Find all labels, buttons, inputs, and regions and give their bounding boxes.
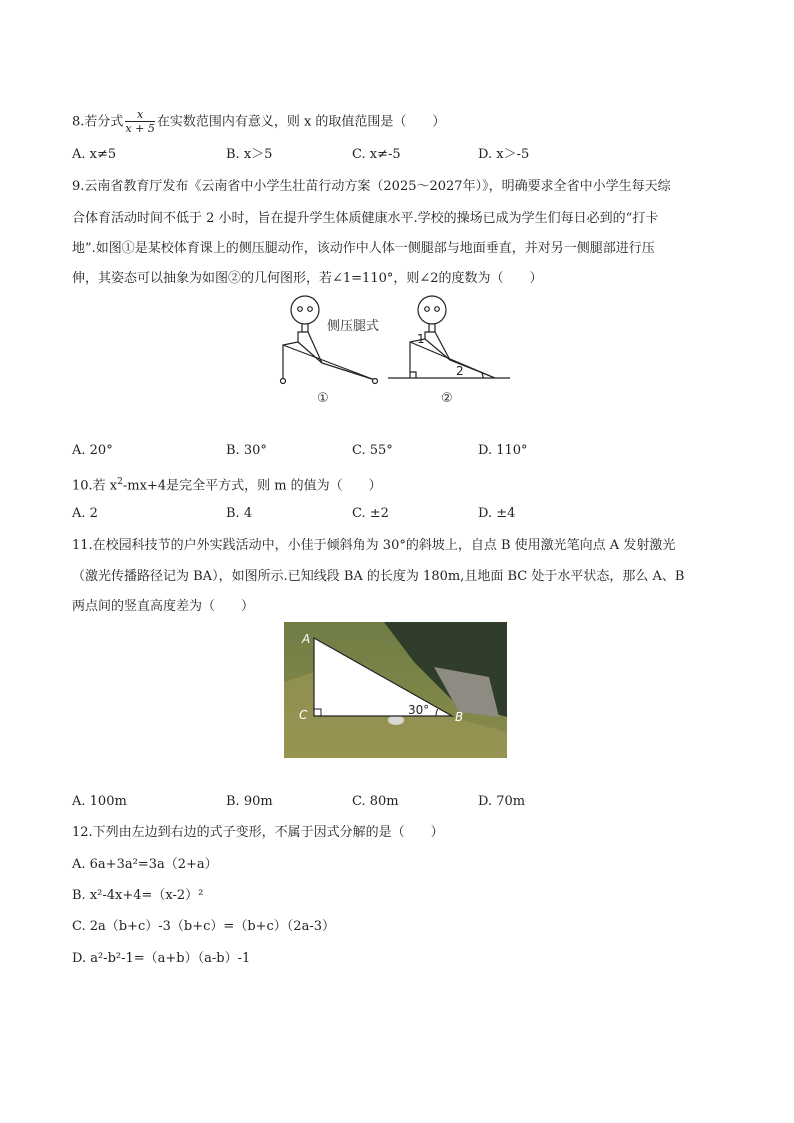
q12-option-d: D. a²-b²-1=（a+b）（a-b）-1 xyxy=(72,951,251,966)
q10-exponent: 2 xyxy=(117,477,123,487)
figure-label-2: ② xyxy=(441,391,453,406)
point-b-label: B xyxy=(455,710,464,724)
q10-option-c: C. ±2 xyxy=(352,506,389,521)
q10-prefix: 10.若 x xyxy=(72,478,118,494)
q11-line-3: 两点间的竖直高度差为（ ） xyxy=(72,599,255,614)
q9-line-1: 9.云南省教育厅发布《云南省中小学生壮苗行动方案（2025～2027年）》，明确要求全省中小学生每天综 xyxy=(72,179,671,194)
q9-line-2: 合体育活动时间不低于 2 小时，旨在提升学生体质健康水平.学校的操场已成为学生们每日必到的“打卡 xyxy=(72,211,659,226)
q8-fraction-numerator: x xyxy=(125,108,154,122)
q9-option-a: A. 20° xyxy=(72,443,113,458)
question-8-stem xyxy=(72,108,445,136)
q8-fraction-denominator: x + 5 xyxy=(125,122,155,135)
q12-option-a: A. 6a+3a²=3a（2+a） xyxy=(72,857,218,872)
q8-prefix: 8.若分式 xyxy=(72,114,124,130)
angle-1-label: 1 xyxy=(417,332,425,346)
q9-option-d: D. 110° xyxy=(478,443,528,458)
q8-option-d: D. x＞-5 xyxy=(478,147,530,162)
q8-option-b: B. x＞5 xyxy=(226,147,273,162)
q10-option-b: B. 4 xyxy=(226,506,253,521)
q9-option-b: B. 30° xyxy=(226,443,267,458)
q10-option-a: A. 2 xyxy=(72,506,98,521)
q9-line-3: 地”.如图①是某校体育课上的侧压腿动作，该动作中人体一侧腿部与地面垂直，并对另一侧腿部进行压 xyxy=(72,241,655,256)
q9-line-4: 伸，其姿态可以抽象为如图②的几何图形，若∠1=110°，则∠2的度数为（ ） xyxy=(72,271,543,286)
q11-option-a: A. 100m xyxy=(72,794,127,809)
q8-suffix: 在实数范围内有意义，则 x 的取值范围是（ ） xyxy=(156,114,446,130)
q8-option-c: C. x≠-5 xyxy=(352,147,401,162)
q11-line-2: （激光传播路径记为 BA），如图所示.已知线段 BA 的长度为 180m,且地面 BC 处于水平状态，那么 A、B xyxy=(72,569,685,584)
q10-option-d: D. ±4 xyxy=(478,506,516,521)
point-c-label: C xyxy=(299,708,308,722)
figure-caption-side-leg-press: 侧压腿式 xyxy=(327,319,380,334)
q11-option-b: B. 90m xyxy=(226,794,273,809)
q11-option-d: D. 70m xyxy=(478,794,526,809)
q9-figure xyxy=(270,290,520,415)
q10-suffix: -mx+4是完全平方式，则 m 的值为（ ） xyxy=(122,478,382,494)
figure-2-geometry xyxy=(388,296,510,378)
q9-option-c: C. 55° xyxy=(352,443,393,458)
figure-label-1: ① xyxy=(317,391,329,406)
question-10-stem xyxy=(72,473,382,495)
angle-2-label: 2 xyxy=(456,364,464,378)
angle-30-label: 30° xyxy=(408,703,430,717)
q8-option-a: A. x≠5 xyxy=(72,147,117,162)
figure-1-stick-person xyxy=(281,296,378,384)
q11-option-c: C. 80m xyxy=(352,794,399,809)
q12-option-c: C. 2a（b+c）-3（b+c）=（b+c）（2a-3） xyxy=(72,919,335,934)
q11-line-1: 11.在校园科技节的户外实践活动中，小佳于倾斜角为 30°的斜坡上，自点 B 使用激光笔向点 A 发射激光 xyxy=(72,538,676,553)
question-12-stem: 12.下列由左边到右边的式子变形，不属于因式分解的是（ ） xyxy=(72,825,444,840)
point-a-label: A xyxy=(302,632,311,646)
q12-option-b: B. x²-4x+4=（x-2）² xyxy=(72,888,204,903)
q8-fraction xyxy=(125,108,154,136)
q11-figure-slope-photo xyxy=(284,622,507,758)
